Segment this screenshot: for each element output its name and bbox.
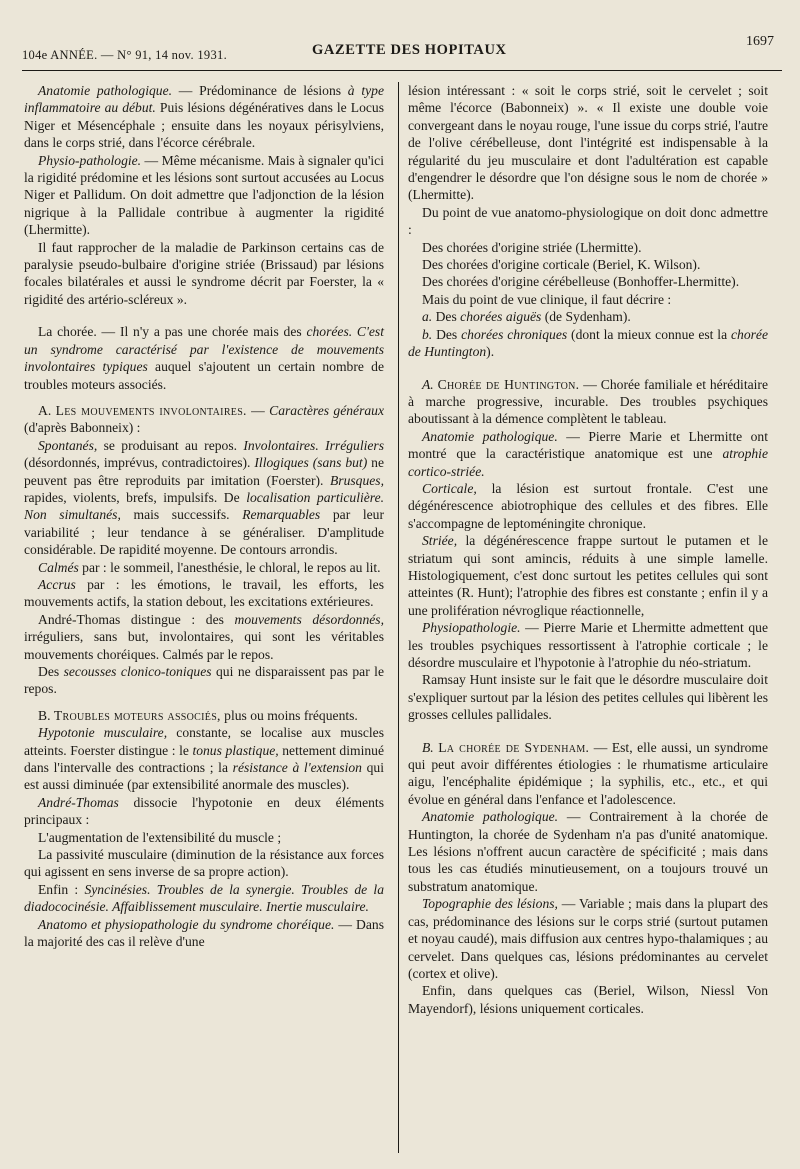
section-heading-sydenham: B. La chorée de Sydenham. — Est, elle aussi, un syndrome qui peut avoir différentes étiologies : le rhumatisme articulaire aigu, l'encéphalite épidémique ; la syphilis, etc., etc., et qui évolue en général dans l'enfance et l'adolescence. bbox=[408, 739, 768, 807]
paragraph-anatomo-physio: Anatomo et physiopathologie du syndrome choréique. — Dans la majorité des cas il relève d'une bbox=[24, 916, 384, 950]
paragraph-spontanes: Spontanés, se produisant au repos. Involontaires. Irréguliers (désordonnés, imprévus, contradictoires). Illogiques (sans but) ne peuvent pas être reproduits par imitation (Foerster). Brusques, rapides, violents, brefs, impulsifs. De localisation particulière. Non simultanés, mais successifs. Remarquables par leur variabilité ; leur tendance à se généraliser. D'amplitude considérable. De rapidité moyenne. De contours arrondis. bbox=[24, 437, 385, 558]
paragraph-physiopathologie: Physiopathologie. — Pierre Marie et Lhermitte admettent que les troubles psychiques ressortissent à l'atrophie corticale ; le désordre musculaire et l'hypotonie à l'atrophie du néo-striatum. bbox=[408, 620, 768, 670]
paragraph-accrus: Accrus par : les émotions, le travail, les efforts, les mouvements actifs, la station debout, les excitations extérieures. bbox=[24, 576, 384, 610]
paragraph-andre-thomas: André-Thomas distingue : des mouvements désordonnés, irréguliers, sans but, involontaires, qui sont les véritables mouvements choréiques. Calmés par le repos. bbox=[24, 611, 384, 662]
list-item-aigues: a. Des chorées aiguës (de Sydenham). bbox=[422, 309, 631, 325]
header-rule bbox=[22, 70, 782, 71]
paragraph-decrire: Mais du point de vue clinique, il faut décrire : bbox=[422, 291, 672, 307]
issue-info: 104e ANNÉE. — N° 91, 14 nov. 1931. bbox=[22, 48, 227, 62]
paragraph-anatomie-huntington: Anatomie pathologique. — Pierre Marie et Lhermitte ont montré que la caractéristique anatomique est une atrophie cortico-striée. bbox=[408, 428, 768, 479]
paragraph-physio: Physio-pathologie. — Même mécanisme. Mais à signaler qu'ici la rigidité prédomine et les lésions sont surtout accusées au Locus Niger et Pallidum. On doit admettre que l'adjonction de la lésion nigrique à la Pallidale contribue à augmenter la rigidité (Lhermitte). bbox=[24, 152, 384, 238]
list-item-corticale: Des chorées d'origine corticale (Beriel, K. Wilson). bbox=[422, 257, 701, 273]
right-column bbox=[408, 82, 768, 1017]
list-item-cerebelleuse: Des chorées d'origine cérébelleuse (Bonhoffer-Lhermitte). bbox=[422, 274, 740, 290]
paragraph-ramsay-hunt: Ramsay Hunt insiste sur le fait que le désordre musculaire doit s'expliquer surtout par la lésion des petites cellules qui libèrent les grosses cellules pallidales. bbox=[408, 672, 768, 723]
column-divider bbox=[398, 82, 399, 1153]
left-column bbox=[24, 82, 384, 951]
paragraph-augmentation: L'augmentation de l'extensibilité du muscle ; bbox=[38, 829, 282, 845]
list-item-striee: Des chorées d'origine striée (Lhermitte). bbox=[422, 239, 642, 255]
paragraph-passivite: La passivité musculaire (diminution de la résistance aux forces qui agissent en sens inverse de sa propre action). bbox=[24, 847, 384, 880]
paragraph-enfin: Enfin, dans quelques cas (Beriel, Wilson, Niessl Von Mayendorf), lésions uniquement corticales. bbox=[408, 983, 768, 1016]
paragraph-anatomie-sydenham: Anatomie pathologique. — Contrairement à la chorée de Huntington, la chorée de Sydenham n'a pas d'unité anatomique. Les lésions n'offrent aucun caractère de spécificité ; mais dans tous les cas étudiés minutieusement, on a toujours trouvé un substratum anatomique. bbox=[408, 809, 768, 894]
list-item-chroniques: b. Des chorées chroniques (dont la mieux connue est la chorée de Huntington). bbox=[408, 326, 768, 360]
page-header bbox=[22, 30, 778, 64]
paragraph-anatomie: Anatomie pathologique. — Prédominance de lésions à type inflammatoire au début. Puis lésions dégénératives dans le Locus Niger et Mésencéphale ; ensuite dans les noyaux périsylviens, dans le corps strié, dans l'écorce cérébrale. bbox=[24, 83, 385, 151]
paragraph-hypotonie: Hypotonie musculaire, constante, se localise aux muscles atteints. Foerster distingue : le tonus plastique, nettement diminué dans l'intervalle des contractions ; la résistance à l'extension qui est aussi diminuée (par extensibilité anormale des muscles). bbox=[24, 725, 384, 793]
paragraph-admettre: Du point de vue anatomo-physiologique on doit donc admettre : bbox=[408, 204, 768, 238]
paragraph-secousses: Des secousses clonico-toniques qui ne disparaissent pas par le repos. bbox=[24, 664, 384, 697]
paragraph-corticale: Corticale, la lésion est surtout frontale. C'est une dégénérescence abiotrophique des cellules et des fibres. Elle s'accompagne de leptoméningite chronique. bbox=[408, 480, 768, 531]
page-number: 1697 bbox=[746, 34, 774, 49]
section-heading-huntington: A. Chorée de Huntington. — Chorée familiale et héréditaire à marche progressive, incurable. Des troubles psychiques aboutissant à la démence complètent le tableau. bbox=[408, 376, 768, 427]
paragraph-calmes: Calmés par : le sommeil, l'anesthésie, le chloral, le repos au lit. bbox=[38, 559, 381, 575]
paragraph-parkinson: Il faut rapprocher de la maladie de Parkinson certains cas de paralysie pseudo-bulbaire d'origine striée (Brissaud) par lésions focales bilatérales et aussi le syndrome décrit par Foerster, la « rigidité des artério-scléreux ». bbox=[24, 239, 384, 307]
section-heading-troubles: B. Troubles moteurs associés, plus ou moins fréquents. bbox=[38, 707, 358, 723]
journal-title: GAZETTE DES HOPITAUX bbox=[312, 42, 507, 58]
paragraph-dissocie: André-Thomas dissocie l'hypotonie en deux éléments principaux : bbox=[24, 794, 384, 828]
section-heading-mouvements: A. Les mouvements involontaires. — Caractères généraux (d'après Babonneix) : bbox=[24, 402, 385, 436]
paragraph-lesion: lésion intéressant : « soit le corps strié, soit le cervelet ; soit même l'écorce (Babonneix) ». « Il existe une double voie convergeant dans le noyau rouge, l'une issue du corps strié, l'autre de l'olive cérébelleuse, dont l'intégrité est indispensable à la régularité du jeu musculaire et dont l'adultération est capable d'engendrer le désordre que l'on désigne sous le nom de chorée » (Lhermitte). bbox=[408, 83, 768, 203]
paragraph-striee: Striée, la dégénérescence frappe surtout le putamen et le striatum qui sont amincis, réduits à une simple lamelle. Histologiquement, c'est donc surtout les petites cellules qui sont atteintes (R. Hunt); l'atrophie des fibres est constante ; enfin il y a une prolifération névroglique réactionnelle, bbox=[408, 533, 768, 618]
paragraph-syncinesies: Enfin : Syncinésies. Troubles de la synergie. Troubles de la diadococinésie. Affaiblissement musculaire. Inertie musculaire. bbox=[24, 881, 384, 915]
paragraph-la-choree: La chorée. — Il n'y a pas une chorée mais des chorées. C'est un syndrome caractérisé par l'existence de mouvements involontaires typiques auquel s'ajoutent un certain nombre de troubles moteurs associés. bbox=[24, 324, 384, 392]
paragraph-topographie: Topographie des lésions, — Variable ; mais dans la plupart des cas, prédominance des lésions sur le corps strié (surtout putamen et noyau caudé), mais diffusion aux centres hypo-thalamiques ; au cervelet. Dans quelques cas, lésions prédominantes au cervelet (cortex et olive). bbox=[408, 896, 768, 981]
